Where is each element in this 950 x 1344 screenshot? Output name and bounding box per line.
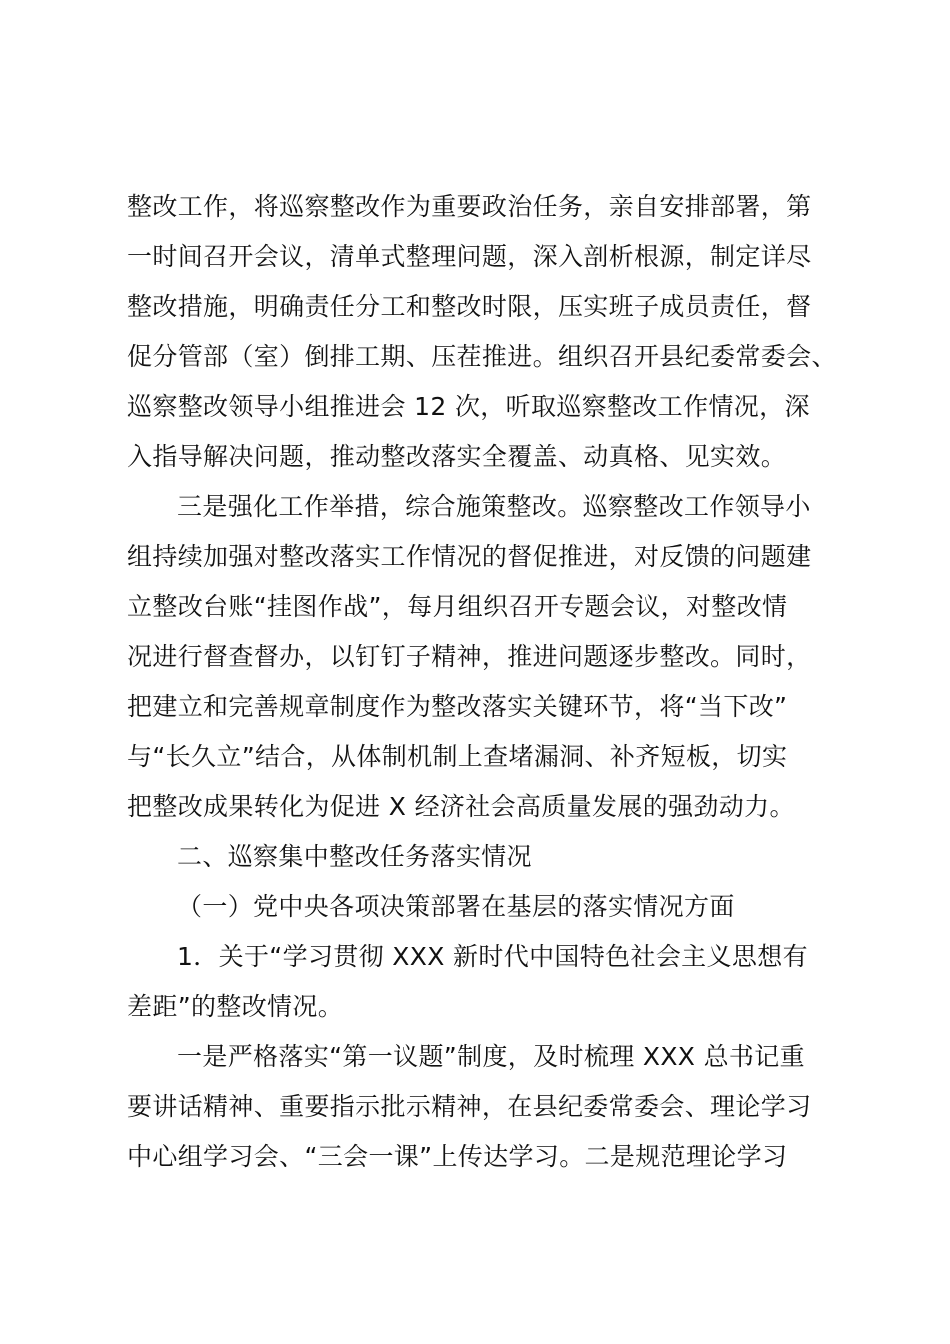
- text-line-3: 整改措施，明确责任分工和整改时限，压实班子成员责任，督: [127, 292, 812, 321]
- text-line-10: 况进行督查督办，以钉钉子精神，推进问题逐步整改。同时，: [127, 642, 812, 671]
- text-line-8: 组持续加强对整改落实工作情况的督促推进，对反馈的问题建: [127, 542, 812, 571]
- document-body: [127, 182, 835, 1182]
- text-line-9: 立整改台账“挂图作战”，每月组织召开专题会议，对整改情: [127, 592, 788, 621]
- text-line-13: 把整改成果转化为促进 X 经济社会高质量发展的强劲动力。: [127, 792, 795, 821]
- paragraph-three-start: 三是强化工作举措，综合施策整改。巡察整改工作领导小: [177, 492, 811, 521]
- paragraph-one-start: 一是严格落实“第一议题”制度，及时梳理 XXX 总书记重: [177, 1042, 805, 1071]
- text-line-17: 差距”的整改情况。: [127, 992, 344, 1021]
- text-line-5: 巡察整改领导小组推进会 12 次，听取巡察整改工作情况，深: [127, 392, 810, 421]
- numbered-item-heading: 1．关于“学习贯彻 XXX 新时代中国特色社会主义思想有: [177, 942, 808, 971]
- text-line-19: 要讲话精神、重要指示批示精神，在县纪委常委会、理论学习: [127, 1092, 812, 1121]
- section-heading: 二、巡察集中整改任务落实情况: [177, 842, 532, 871]
- text-line-2: 一时间召开会议，清单式整理问题，深入剖析根源，制定详尽: [127, 242, 812, 271]
- text-line-4: 促分管部（室）倒排工期、压茬推进。组织召开县纪委常委会、: [127, 342, 837, 371]
- text-line-12: 与“长久立”结合，从体制机制上查堵漏洞、补齐短板，切实: [127, 742, 788, 771]
- text-line-20: 中心组学习会、“三会一课”上传达学习。二是规范理论学习: [127, 1142, 788, 1171]
- text-line-11: 把建立和完善规章制度作为整改落实关键环节，将“当下改”: [127, 692, 788, 721]
- text-line-6: 入指导解决问题，推动整改落实全覆盖、动真格、见实效。: [127, 442, 787, 471]
- subsection-heading: （一）党中央各项决策部署在基层的落实情况方面: [177, 892, 735, 921]
- text-line-1: 整改工作，将巡察整改作为重要政治任务，亲自安排部署，第: [127, 192, 812, 221]
